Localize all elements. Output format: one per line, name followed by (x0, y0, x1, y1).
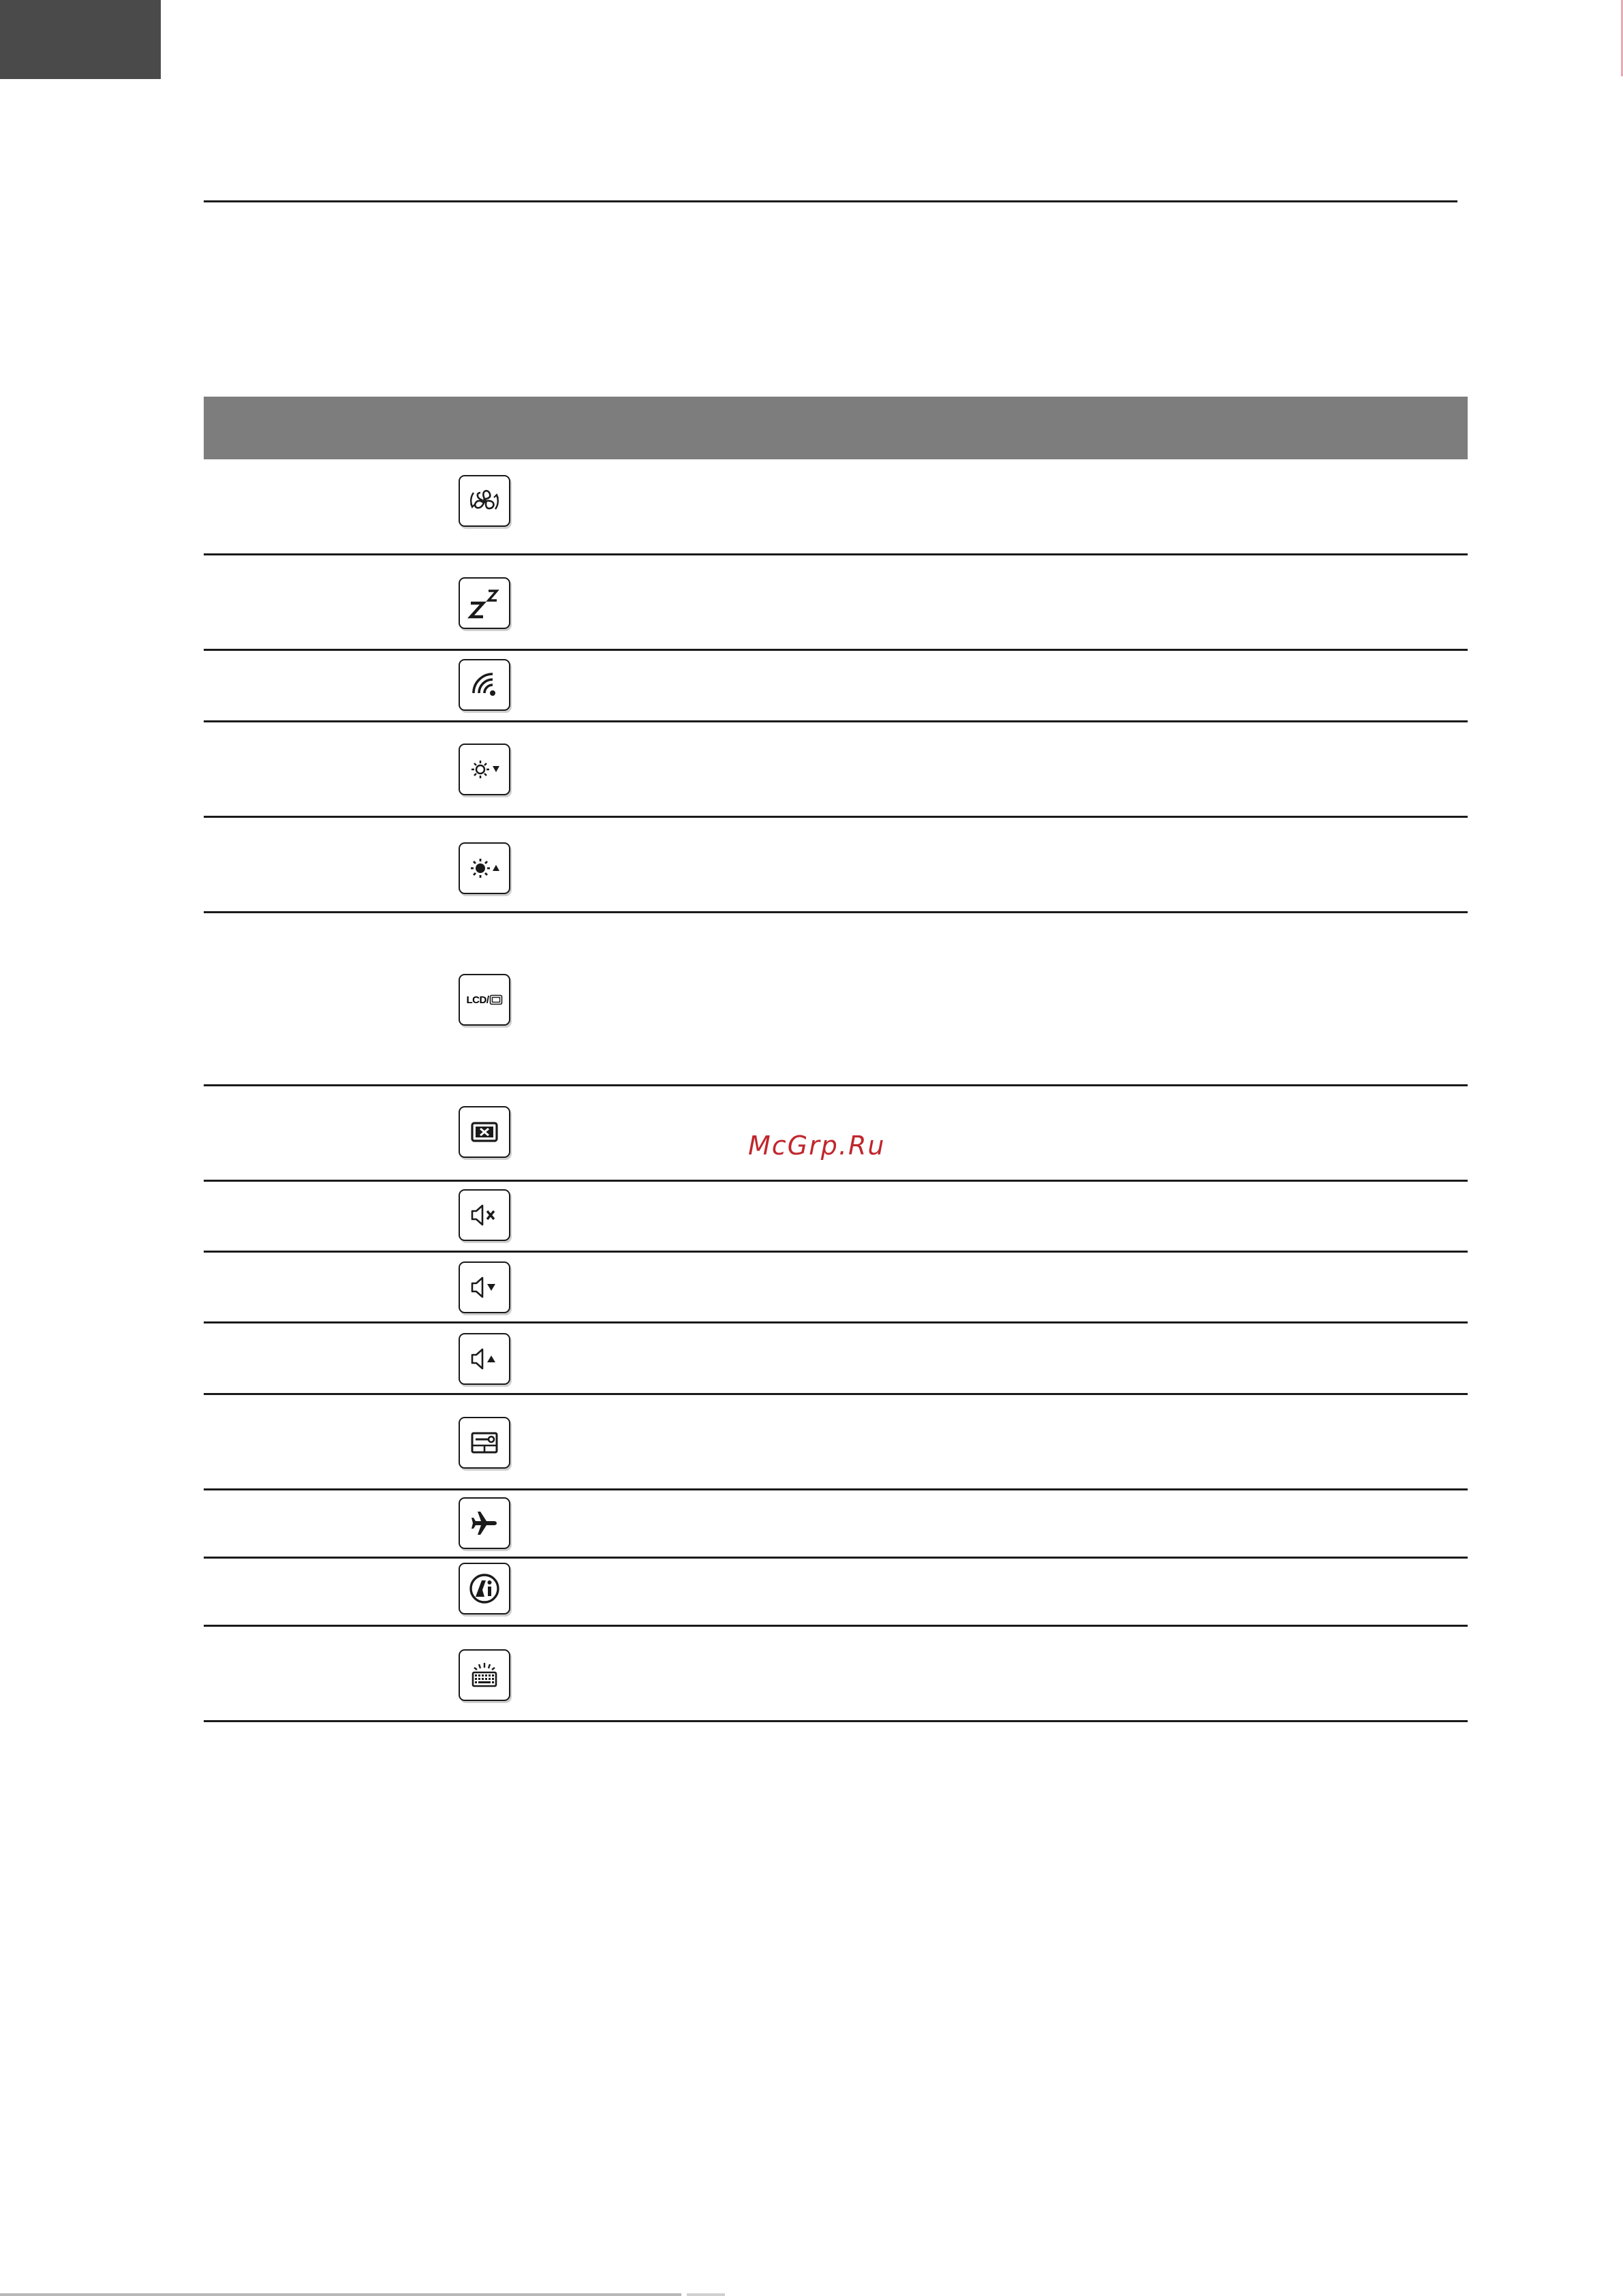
table-row (204, 651, 1468, 722)
table-row (204, 555, 1468, 651)
display-toggle-key (459, 974, 510, 1026)
hotkey-table (204, 397, 1468, 1722)
airplane-mode-key (459, 1497, 510, 1549)
header-rule (204, 200, 1457, 202)
display-off-key (459, 1106, 510, 1158)
mute-key (459, 1189, 510, 1241)
brightness-up-key (459, 842, 510, 894)
airplane-mode-icon (464, 1503, 505, 1544)
fan-key (459, 475, 510, 527)
speaker-mute-icon (464, 1195, 505, 1236)
wireless-icon (464, 664, 505, 705)
volume-down-key (459, 1261, 510, 1313)
table-row (204, 1559, 1468, 1627)
volume-up-key (459, 1333, 510, 1385)
brightness-down-icon (464, 749, 505, 790)
touchpad-toggle-icon (464, 1422, 505, 1463)
table-row (204, 459, 1468, 555)
brightness-down-key (459, 744, 510, 795)
table-row (204, 818, 1468, 913)
table-row (204, 1490, 1468, 1559)
volume-up-icon (464, 1338, 505, 1379)
table-row (204, 722, 1468, 818)
volume-down-icon (464, 1267, 505, 1308)
keyboard-backlight-icon (464, 1655, 505, 1696)
sleep-icon (464, 583, 505, 624)
fan-icon (464, 480, 505, 521)
display-off-icon (464, 1112, 505, 1152)
table-row (204, 1253, 1468, 1323)
brightness-up-icon (464, 848, 505, 889)
edge-mark (687, 2293, 725, 2296)
corner-tab (0, 0, 161, 79)
keyboard-backlight-key (459, 1649, 510, 1701)
watermark: McGrp.Ru (748, 1131, 886, 1161)
touchpad-toggle-key (459, 1417, 510, 1469)
table-row (204, 913, 1468, 1086)
display-toggle-icon (489, 993, 503, 1007)
table-row (204, 1182, 1468, 1253)
sleep-key (459, 577, 510, 629)
table-header (204, 397, 1468, 459)
table-row (204, 1323, 1468, 1395)
table-row (204, 1395, 1468, 1490)
edge-mark (0, 2293, 681, 2296)
ai-icon (464, 1568, 505, 1609)
ai-key (459, 1563, 510, 1614)
lcd-label: LCD/ (466, 994, 489, 1006)
wireless-key (459, 659, 510, 711)
table-row (204, 1627, 1468, 1722)
